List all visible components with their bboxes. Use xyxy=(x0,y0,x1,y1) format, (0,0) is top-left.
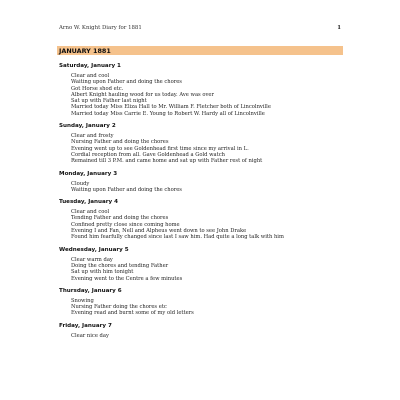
day-heading: Thursday, January 6 xyxy=(59,287,122,294)
diary-line: Albert Knight hauling wood for us today. Ave was over xyxy=(71,91,214,98)
day-heading: Sunday, January 2 xyxy=(59,123,116,130)
day-entry xyxy=(59,323,343,339)
diary-line: Clear warm day xyxy=(71,256,113,263)
diary-line: Found him fearfully changed since last I saw him. Had quite a long talk with him xyxy=(71,234,284,241)
diary-line: Evening went to the Centre a few minutes xyxy=(71,275,183,282)
diary-line: Confined pretty close since coming home xyxy=(71,221,180,228)
day-heading: Saturday, January 1 xyxy=(59,63,121,69)
diary-line: Evening went up to see Goldenhead first time since my arrival in L. xyxy=(71,145,249,152)
diary-line: Clear nice day xyxy=(71,332,109,339)
diary-line: Cordial reception from all. Gave Goldenhead a Gold watch xyxy=(71,151,225,158)
month-heading: JANUARY 1881 xyxy=(59,47,111,55)
diary-line: Got Horse shod etc. xyxy=(71,85,124,92)
day-entry xyxy=(59,288,343,317)
diary-line: Evening read and burnt some of my old letters xyxy=(71,310,194,317)
day-entry xyxy=(59,199,343,240)
diary-entries xyxy=(59,63,343,345)
day-heading: Friday, January 7 xyxy=(59,322,112,329)
diary-line: Clear and cool xyxy=(71,209,110,216)
diary-line: Waiting upon Father and doing the chores xyxy=(71,186,182,193)
day-heading: Wednesday, January 5 xyxy=(59,246,129,253)
day-entry xyxy=(59,123,343,164)
diary-line: Clear and frosty xyxy=(71,133,114,140)
diary-line: Married today Miss Eliza Hall to Mr. William F. Fletcher both of Lincolnville xyxy=(71,104,271,111)
day-entry xyxy=(59,63,343,117)
diary-line: Clear and cool xyxy=(71,73,110,79)
page-number: 1 xyxy=(337,25,341,31)
diary-line: Married today Miss Carrie E. Young to Robert W. Hardy all of Lincolnville xyxy=(71,110,265,117)
diary-line: Waiting upon Father and doing the chores xyxy=(71,79,182,86)
day-heading: Tuesday, January 4 xyxy=(59,199,119,206)
diary-line: Nursing Father and doing the chores xyxy=(71,139,169,146)
month-heading-bar xyxy=(57,46,343,55)
diary-line: Nursing Father doing the chores etc xyxy=(71,304,167,311)
day-heading: Monday, January 3 xyxy=(59,170,118,177)
running-title: Arno W. Knight Diary for 1881 xyxy=(59,25,142,31)
diary-line: Remained till 3 P.M. and came home and sat up with Father rest of night xyxy=(71,158,263,165)
diary-line: Evening I and Fan, Nell and Alpheus went down to see John Drake xyxy=(71,228,247,235)
diary-line: Tending Father and doing the chores xyxy=(71,215,169,222)
diary-line: Snowing xyxy=(71,297,94,304)
day-entry xyxy=(59,171,343,194)
diary-line: Sat up with Father last night xyxy=(71,98,147,105)
diary-line: Cloudy xyxy=(71,180,90,187)
diary-line: Doing the chores and tending Father xyxy=(71,262,169,269)
day-entry xyxy=(59,247,343,282)
diary-line: Sat up with him tonight xyxy=(71,269,134,276)
